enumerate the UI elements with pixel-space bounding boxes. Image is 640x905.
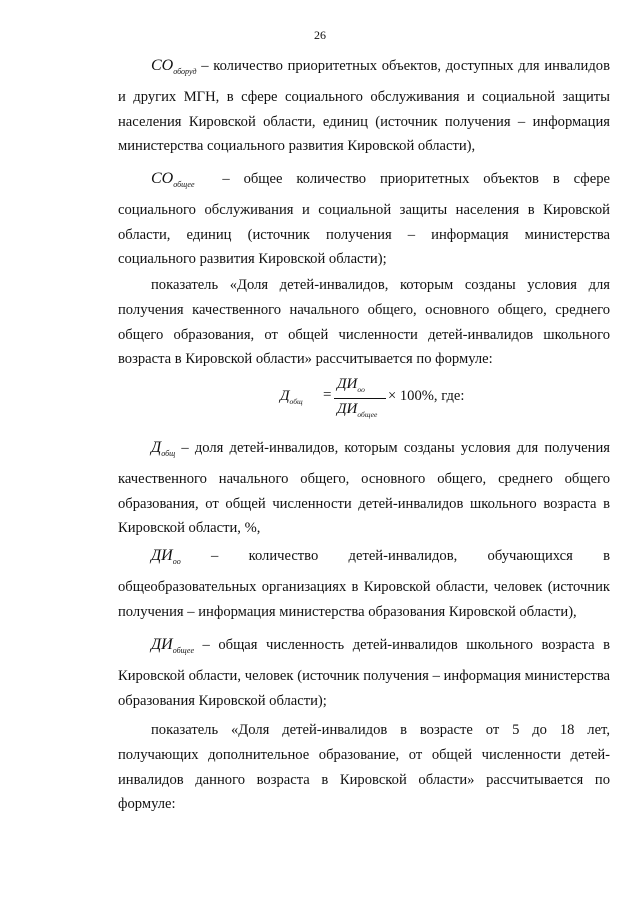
definition-text: – общее количество приоритетных объектов в сфере социального обслуживания и социальной защиты населения в Кировской области, единиц (источник получения – информация министерства социального развития Кировской области); — [118, 171, 610, 268]
symbol-di-obshchee: $ДИ_{общее}$ — [151, 636, 194, 655]
symbol-co-obshchee: $СО_{общее}$ — [151, 170, 195, 189]
paragraph-indicator-2: показатель «Доля детей-инвалидов в возрасте от 5 до 18 лет, получающих дополнительное образование, от общей численности детей-инвалидов данного возраста в Кировской области» рассчитывается по формуле: — [118, 722, 610, 813]
symbol-d-obshch: $Д_{общ}$ — [151, 439, 176, 458]
paragraph-indicator-1: показатель «Доля детей-инвалидов, которым созданы условия для получения качественного начального общего, основного общего, среднего общего образования, от общей численности детей-инвалидов школьного возраста в Кировской области» рассчитывается по формуле: — [118, 277, 610, 368]
formula-denominator: $ДИ_{общее}$ — [337, 401, 378, 419]
formula-tail: × 100%, где: — [388, 388, 465, 404]
definition-text: – количество приоритетных объектов, доступных для инвалидов и других МГН, в сфере социального обслуживания и социальной защиты населения Кировской области, единиц (источник получения – информация министерства социального развития Кировской области), — [118, 58, 610, 155]
definition-d-obshch — [118, 436, 610, 541]
definition-co-oborud — [118, 54, 610, 159]
definition-di-obshchee — [118, 633, 610, 713]
formula-equals: = — [323, 387, 332, 403]
fraction-bar — [334, 398, 386, 399]
definition-text: – количество детей-инвалидов, обучающихся в общеобразовательных организациях в Кировской области, человек (источник получения – информация министерства образования Кировской области), — [118, 548, 610, 620]
definition-text: – общая численность детей-инвалидов школьного возраста в Кировской области, человек (источник получения – информация министерства образования Кировской области); — [118, 637, 610, 709]
formula-lhs: $Д_{общ}$ — [280, 388, 303, 406]
definition-di-oo — [118, 544, 610, 624]
definition-co-obshchee — [118, 167, 610, 272]
formula-numerator: $ДИ_{оо}$ — [337, 376, 365, 394]
definition-text: – доля детей-инвалидов, которым созданы условия для получения качественного начального общего, основного общего, среднего общего образования, от общей численности детей-инвалидов школьного возраста в Кировской области, %, — [118, 440, 610, 537]
symbol-di-oo: $ДИ_{оо}$ — [151, 547, 181, 566]
symbol-co-oborud: $СО_{оборуд}$ — [151, 57, 197, 76]
page-number: 26 — [314, 28, 326, 42]
formula-d-obshch — [0, 370, 640, 430]
